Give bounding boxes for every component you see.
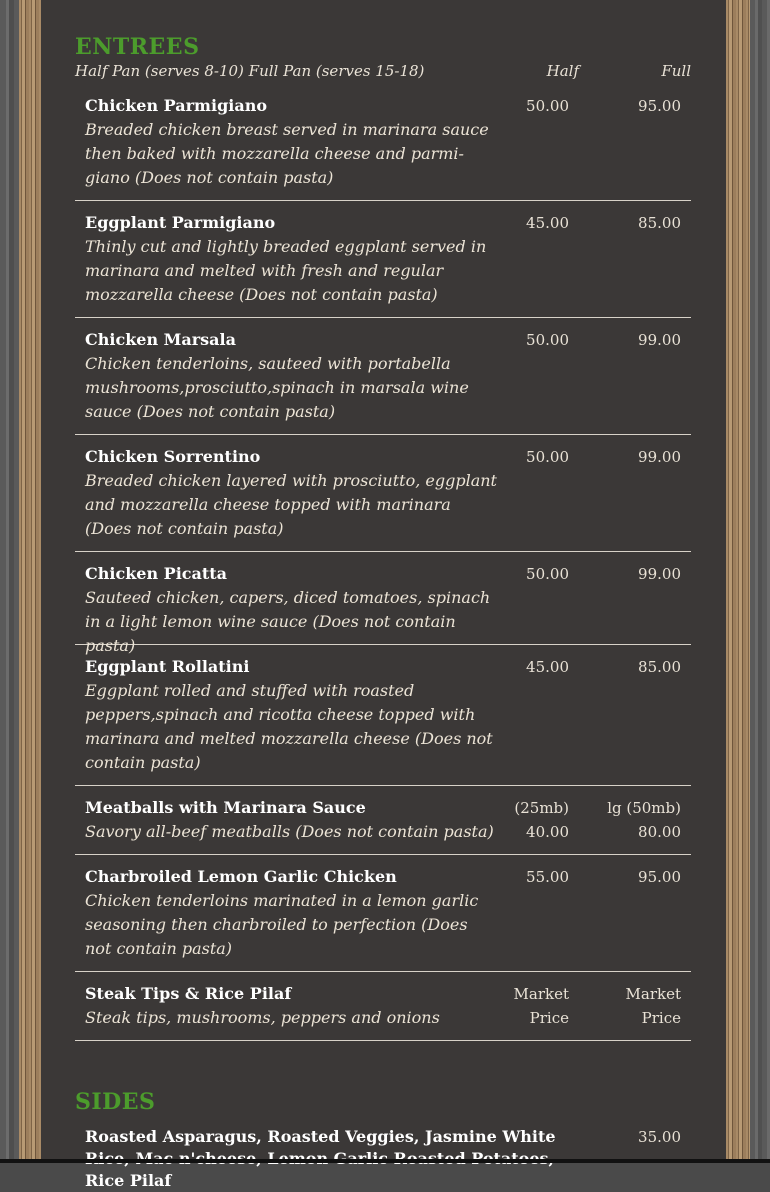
item-description: Chicken tenderloins marinated in a lemon garlic seasoning then charbroiled to perfection (Does not contain pasta) xyxy=(85,891,479,958)
full-price: 95.00 xyxy=(638,97,681,115)
full-price: 99.00 xyxy=(638,448,681,466)
item-name: Chicken Sorrentino xyxy=(85,447,261,466)
item-description: Savory all-beef meatballs (Does not contain pasta) xyxy=(85,822,494,841)
pan-size-note: Half Pan (serves 8-10) Full Pan (serves 15-18) xyxy=(75,62,425,80)
full-price: 95.00 xyxy=(638,868,681,886)
full-price: 85.00 xyxy=(638,658,681,676)
item-description: Breaded chicken breast served in marinara sauce then baked with mozzarella cheese and parmi- giano (Does not contain pasta) xyxy=(85,120,489,187)
item-name: Charbroiled Lemon Garlic Chicken xyxy=(85,867,397,886)
item-description: Chicken tenderloins, sauteed with portabella mushrooms,prosciutto,spinach in marsala wine sauce (Does not contain pasta) xyxy=(85,354,469,421)
half-column-label: Half xyxy=(546,62,579,80)
half-price: 45.00 xyxy=(526,658,569,676)
menu-item xyxy=(75,562,691,655)
half-price: (25mb) 40.00 xyxy=(514,799,569,841)
menu-item xyxy=(75,328,691,435)
half-price: 50.00 xyxy=(526,565,569,583)
sides-item-name: Roasted Asparagus, Roasted Veggies, Jasmine White Rice Pilaf xyxy=(85,1127,556,1190)
half-price: 45.00 xyxy=(526,214,569,232)
item-name: Meatballs with Marinara Sauce xyxy=(85,798,366,817)
menu-item xyxy=(75,445,691,552)
item-description: Breaded chicken layered with prosciutto, eggplant and mozzarella cheese topped with marinara (Does not contain pasta) xyxy=(85,471,497,538)
item-name: Eggplant Parmigiano xyxy=(85,213,276,232)
half-price: 50.00 xyxy=(526,97,569,115)
item-name: Eggplant Rollatini xyxy=(85,657,250,676)
item-description: Thinly cut and lightly breaded eggplant served in marinara and melted with fresh and regular mozzarella cheese (Does not contain pasta) xyxy=(85,237,487,304)
half-price: 50.00 xyxy=(526,331,569,349)
bottom-edge xyxy=(0,1159,770,1163)
entrees-column-header xyxy=(75,62,691,84)
right-wall-texture xyxy=(750,0,770,1163)
left-wood-border xyxy=(19,0,41,1163)
sides-price: 35.00 xyxy=(638,1128,681,1146)
item-description: Eggplant rolled and stuffed with roasted peppers,spinach and ricotta cheese topped with marinara and melted mozzarella cheese (Does not contain pasta) xyxy=(85,681,493,772)
menu-item xyxy=(75,211,691,318)
menu-item xyxy=(75,982,691,1041)
half-price: 55.00 xyxy=(526,868,569,886)
item-name: Chicken Parmigiano xyxy=(85,96,267,115)
item-description: Steak tips, mushrooms, peppers and onions xyxy=(85,1008,440,1027)
item-name: Chicken Picatta xyxy=(85,564,228,583)
menu-item xyxy=(75,94,691,201)
item-name: Chicken Marsala xyxy=(85,330,236,349)
half-price: 50.00 xyxy=(526,448,569,466)
full-price: lg (50mb) 80.00 xyxy=(607,799,681,841)
half-price: Market Price xyxy=(513,985,569,1027)
full-price: 99.00 xyxy=(638,331,681,349)
entrees-section-title: ENTREES xyxy=(75,34,200,60)
right-wood-border xyxy=(726,0,750,1163)
full-price: Market Price xyxy=(625,985,681,1027)
item-name: Steak Tips & Rice Pilaf xyxy=(85,984,292,1003)
full-column-label: Full xyxy=(661,62,691,80)
menu-item xyxy=(75,796,691,855)
full-price: 85.00 xyxy=(638,214,681,232)
menu-item xyxy=(75,655,691,786)
sides-section-title: SIDES xyxy=(75,1089,156,1115)
full-price: 99.00 xyxy=(638,565,681,583)
menu-item xyxy=(75,865,691,972)
item-description: Sauteed chicken, capers, diced tomatoes, spinach in a light lemon wine sauce (Does not contain pasta) xyxy=(85,588,491,655)
